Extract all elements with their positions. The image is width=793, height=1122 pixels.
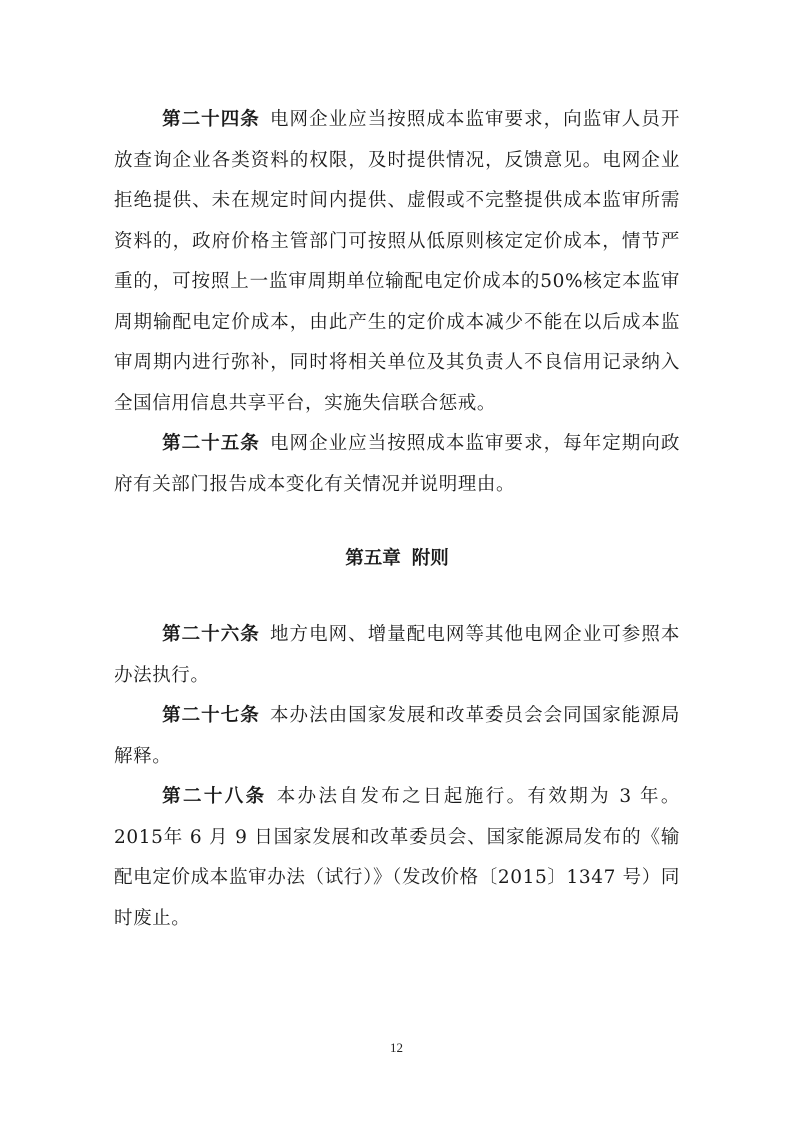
article-27 — [114, 696, 680, 777]
article-label: 第二十四条 — [162, 109, 260, 130]
chapter-number: 第五章 — [345, 548, 401, 569]
article-label: 第二十八条 — [162, 786, 267, 807]
article-label: 第二十七条 — [162, 705, 260, 726]
page-number: 12 — [390, 1040, 403, 1055]
article-28 — [114, 777, 680, 939]
article-label: 第二十六条 — [162, 624, 260, 645]
chapter-title: 附则 — [411, 548, 449, 569]
document-body — [114, 100, 680, 939]
article-text: 电网企业应当按照成本监审要求，向监审人员开放查询企业各类资料的权限，及时提供情况，反馈意见。电网企业拒绝提供、未在规定时间内提供、虚假或不完整提供成本监审所需资料的，政府价格主管部门可按照从低原则核定定价成本，情节严重的，可按照上一监审周期单位输配电定价成本的50%核定本监审周期输配电定价成本，由此产生的定价成本减少不能在以后成本监审周期内进行弥补，同时将相关单位及其负责人不良信用记录纳入全国信用信息共享平台，实施失信联合惩戒。 — [114, 109, 680, 414]
article-26 — [114, 615, 680, 696]
article-25 — [114, 424, 680, 505]
article-text: 地方电网、增量配电网等其他电网企业可参照本办法执行。 — [114, 624, 680, 686]
article-text: 本办法自发布之日起施行。有效期为 3 年。2015年 6 月 9 日国家发展和改革委员会、国家能源局发布的《输配电定价成本监审办法（试行）》（发改价格〔2015〕1347 号）同时废止。 — [114, 786, 680, 929]
chapter-heading — [114, 539, 680, 579]
article-text: 电网企业应当按照成本监审要求，每年定期向政府有关部门报告成本变化有关情况并说明理由。 — [114, 433, 680, 495]
article-label: 第二十五条 — [162, 433, 260, 454]
article-24 — [114, 100, 680, 424]
article-text: 本办法由国家发展和改革委员会会同国家能源局解释。 — [114, 705, 680, 767]
